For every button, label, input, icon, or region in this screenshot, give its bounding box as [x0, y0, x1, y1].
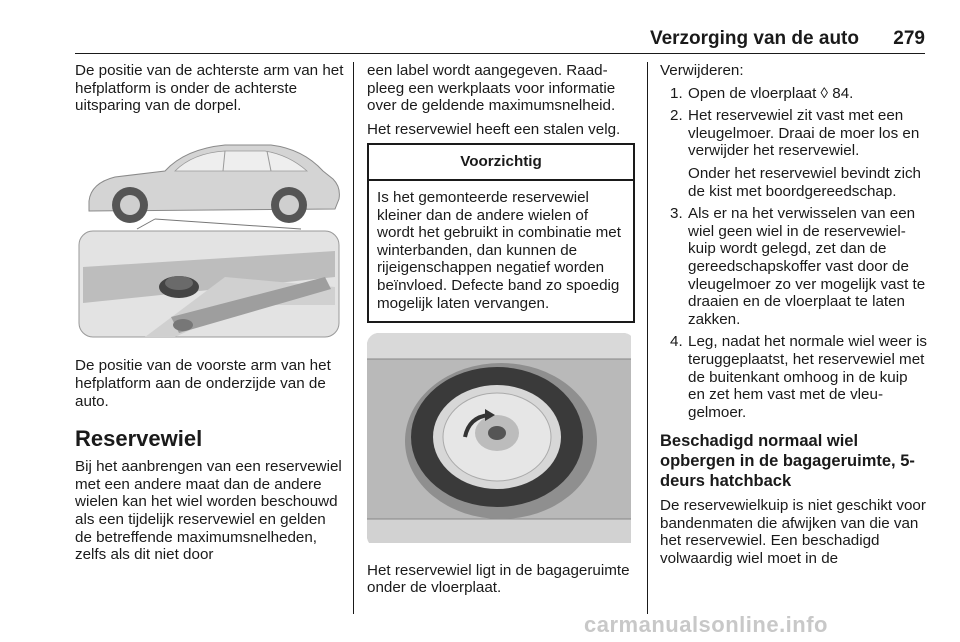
section-heading: Reservewiel	[75, 426, 203, 452]
paragraph: De positie van de achterste arm van het hefplatform is onder de achterste uitsparing van de dorpel.	[75, 62, 344, 115]
warning-text: Is het gemonteerde reservewiel kleiner dan de andere wielen of wordt het gebruikt in combinatie met winterbanden, dan kunnen de rijeigenschappen negatief worden beïnvloed. Defecte band zo spoedig mogelijk laten vervangen.	[377, 188, 621, 312]
watermark: carmanualsonline.info	[584, 612, 828, 637]
page-title: Verzorging van de auto	[649, 28, 859, 49]
paragraph: De positie van de voorste arm van het hefplatform aan de onderzijde van de auto.	[75, 357, 331, 410]
column-2	[367, 62, 635, 597]
warning-title: Voorzichtig	[369, 145, 633, 181]
list-item	[660, 85, 928, 103]
step-text: Open de vloerplaat ◊ 84.	[688, 84, 854, 102]
step-number: 3.	[670, 205, 683, 223]
paragraph: Verwijderen:	[660, 62, 744, 79]
column-divider	[353, 62, 354, 614]
list-item	[660, 205, 928, 328]
step-text: Als er na het verwisselen van een wiel geen wiel in de reservewielkuip wordt gelegd, zet dan de gereedschapskoffer vast door de vleugelmoer zo ver mogelijk vast te draaien en de vloerplaat te laten zakken.	[688, 205, 926, 328]
step-text: Het reservewiel zit vast met een vleugelmoer. Draai de moer los en verwijder het reservewiel.	[688, 107, 920, 160]
step-number: 2.	[670, 107, 683, 125]
column-divider	[647, 62, 648, 614]
column-1	[75, 62, 345, 564]
page-number: 279	[893, 28, 925, 49]
step-subtext: Onder het reservewiel bevindt zich de kist met boordgereedschap.	[688, 164, 921, 200]
step-number: 4.	[670, 333, 683, 351]
spare-wheel-illustration	[367, 333, 635, 548]
paragraph: een label wordt aangegeven. Raadpleeg een werkplaats voor informatie over de geldende maximumsnelheid.	[367, 62, 616, 115]
section-heading: Beschadigd normaal wiel opbergen in de bagageruimte, 5-deurs hatchback	[660, 432, 915, 491]
paragraph: Bij het aanbrengen van een reservewiel met een andere maat dan de andere wielen kan het wiel worden beschouwd als een tijdelijk reservewiel en gelden de betreffende maximumsnelheden, zelfs als dit niet door	[75, 458, 342, 564]
paragraph: Het reservewiel heeft een stalen velg.	[367, 120, 621, 138]
warning-box	[367, 143, 635, 323]
step-number: 1.	[670, 84, 683, 102]
column-3	[660, 62, 928, 568]
list-item	[660, 107, 928, 200]
step-text: Leg, nadat het normale wiel weer is teruggeplaatst, het reservewiel met de buitenkant omhoog in de kuip en zet hem vast met de vleugelmoer.	[688, 333, 927, 421]
header-rule	[75, 53, 925, 54]
list-item	[660, 333, 928, 421]
paragraph: De reservewielkuip is niet geschikt voor bandenmaten die afwijken van die van het reservewiel. Een beschadigd volwaardig wiel moet in de	[660, 497, 926, 568]
figure-caption: Het reservewiel ligt in de bagageruimte onder de vloerplaat.	[367, 561, 630, 597]
steps-list	[660, 85, 928, 422]
car-lift-illustration	[75, 127, 345, 344]
page-header	[75, 24, 925, 52]
